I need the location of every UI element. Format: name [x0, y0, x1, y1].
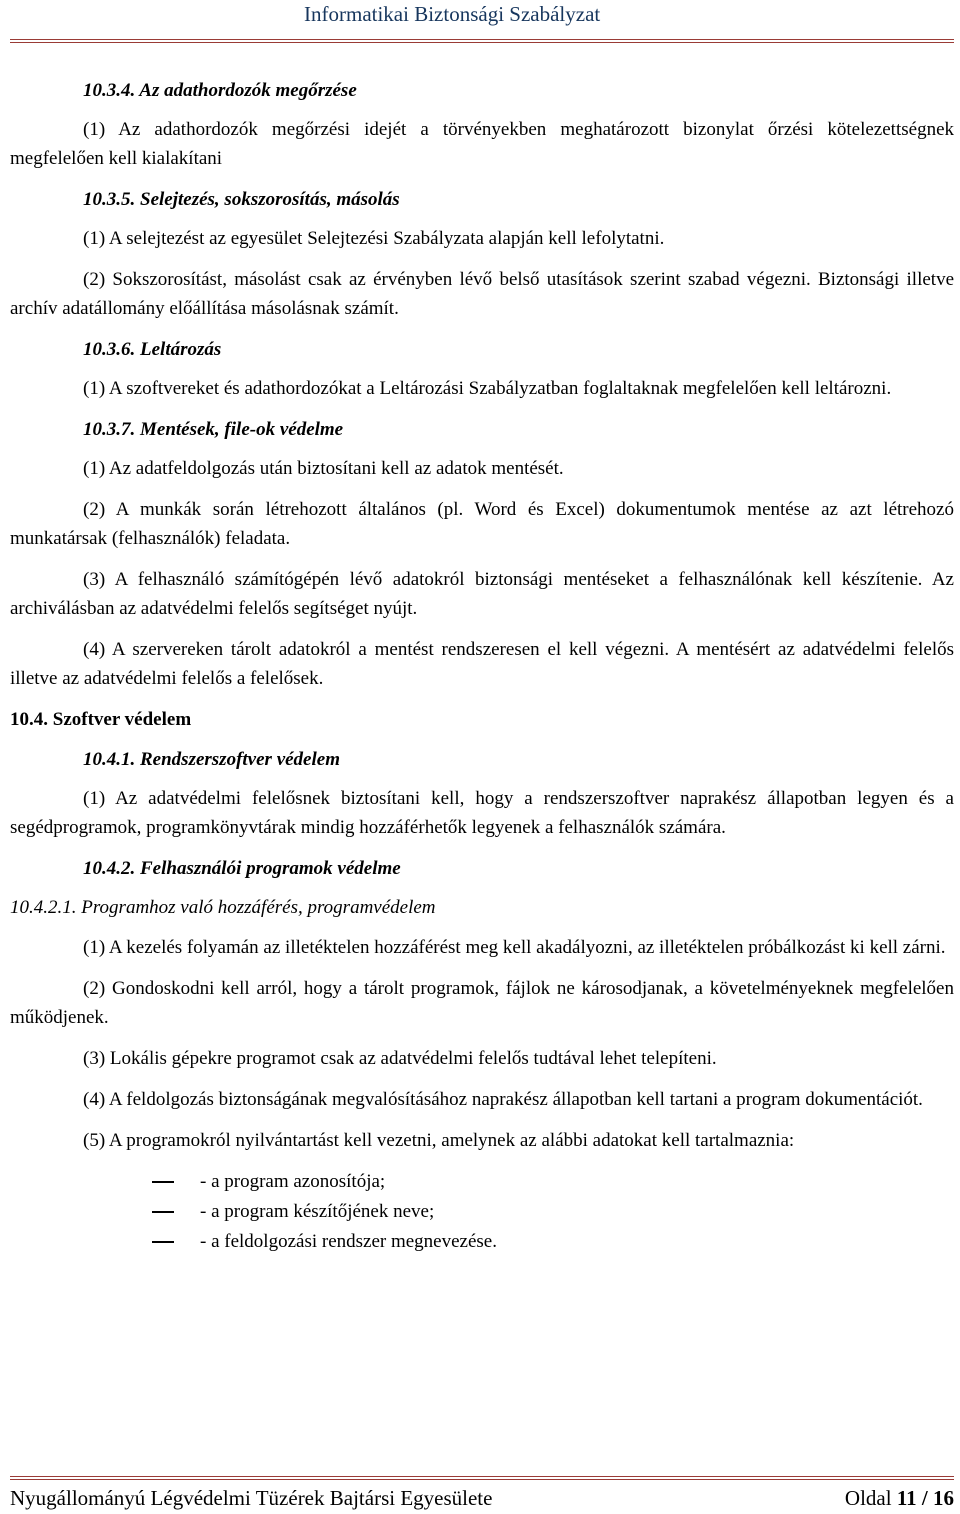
paragraph: (2) Sokszorosítást, másolást csak az érvényben lévő belső utasítások szerint szabad végezni. Biztonsági illetve archív adatállomány előállítása másolásnak számít. — [10, 269, 954, 319]
header-divider — [10, 39, 954, 43]
page-label: Oldal — [844, 1486, 892, 1510]
list-item — [10, 1197, 954, 1227]
list-item-text: - a feldolgozási rendszer megnevezése. — [200, 1231, 497, 1252]
page-separator: / — [921, 1486, 928, 1510]
section-heading-10-3-5: 10.3.5. Selejtezés, sokszorosítás, másolás — [83, 189, 400, 210]
section-heading-10-3-7: 10.3.7. Mentések, file-ok védelme — [83, 419, 344, 440]
paragraph: (3) Lokális gépekre programot csak az adatvédelmi felelős tudtával lehet telepíteni. — [83, 1048, 717, 1069]
section-heading-10-4-2: 10.4.2. Felhasználói programok védelme — [83, 858, 401, 879]
paragraph: (2) Gondoskodni kell arról, hogy a tárolt programok, fájlok ne károsodjanak, a követelményeknek megfelelően működjenek. — [10, 978, 954, 1028]
paragraph: (1) A selejtezést az egyesület Selejtezési Szabályzata alapján kell lefolytatni. — [83, 228, 665, 249]
list-item — [10, 1167, 954, 1197]
page-number — [845, 1486, 954, 1511]
paragraph: (1) Az adatfeldolgozás után biztosítani kell az adatok mentését. — [83, 458, 564, 479]
paragraph: (2) A munkák során létrehozott általános (pl. Word és Excel) dokumentumok mentése az azt létrehozó munkatársak (felhasználók) feladata. — [10, 499, 954, 549]
section-heading-10-4: 10.4. Szoftver védelem — [10, 709, 192, 730]
section-heading-10-3-4: 10.3.4. Az adathordozók megőrzése — [83, 80, 357, 101]
document-title: Informatikai Biztonsági Szabályzat — [304, 2, 601, 26]
footer-organization: Nyugállományú Légvédelmi Tüzérek Bajtársi Egyesülete — [10, 1486, 493, 1510]
section-heading-10-3-6: 10.3.6. Leltározás — [83, 339, 222, 360]
section-heading-10-4-2-1: 10.4.2.1. Programhoz való hozzáférés, programvédelem — [10, 897, 436, 918]
paragraph: (1) A kezelés folyamán az illetéktelen hozzáférést meg kell akadályozni, az illetéktelen próbálkozást ki kell zárni. — [83, 937, 946, 958]
page-content — [10, 76, 954, 1257]
dash-bullet-icon — [152, 1211, 174, 1213]
footer-divider — [10, 1476, 954, 1480]
program-register-list — [10, 1167, 954, 1257]
paragraph: (4) A feldolgozás biztonságának megvalósításához naprakész állapotban kell tartani a program dokumentációt. — [83, 1089, 923, 1110]
page-total: 16 — [933, 1486, 954, 1510]
paragraph: (1) Az adathordozók megőrzési idejét a törvényekben meghatározott bizonylat őrzési kötelezettségnek megfelelően kell kialakítani — [10, 119, 954, 169]
paragraph: (1) A szoftvereket és adathordozókat a Leltározási Szabályzatban foglaltaknak megfelelően kell leltározni. — [83, 378, 892, 399]
list-item-text: - a program készítőjének neve; — [200, 1201, 435, 1222]
paragraph: (5) A programokról nyilvántartást kell vezetni, amelynek az alábbi adatokat kell tartalmaznia: — [83, 1130, 795, 1151]
section-heading-10-4-1: 10.4.1. Rendszerszoftver védelem — [83, 749, 340, 770]
page-header — [0, 0, 960, 60]
list-item — [10, 1227, 954, 1257]
paragraph: (4) A szervereken tárolt adatokról a mentést rendszeresen el kell végezni. A mentésért az adatvédelmi felelős illetve az adatvédelmi felelős a felelősek. — [10, 639, 954, 689]
paragraph: (3) A felhasználó számítógépén lévő adatokról biztonsági mentéseket a felhasználónak kell készítenie. Az archiválásban az adatvédelmi felelős segítséget nyújt. — [10, 569, 954, 619]
dash-bullet-icon — [152, 1181, 174, 1183]
paragraph: (1) Az adatvédelmi felelősnek biztosítani kell, hogy a rendszerszoftver naprakész állapotban legyen és a segédprogramok, programkönyvtárak mindig hozzáférhetők legyenek a felhasználók számára. — [10, 788, 954, 838]
list-item-text: - a program azonosítója; — [200, 1171, 386, 1192]
page-current: 11 — [896, 1486, 917, 1510]
dash-bullet-icon — [152, 1241, 174, 1243]
